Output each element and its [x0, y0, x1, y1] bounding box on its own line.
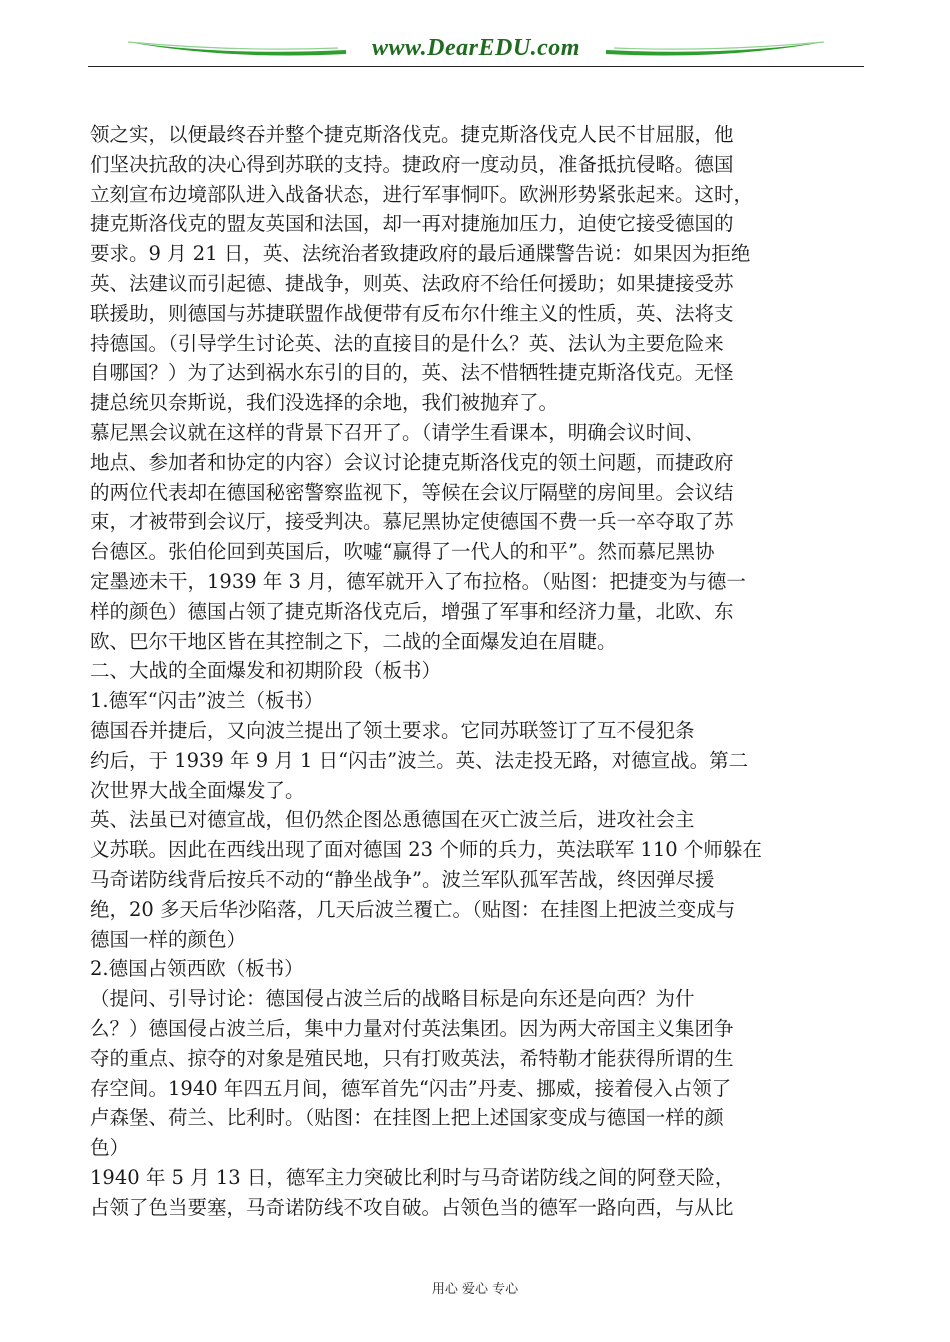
body-line: 自哪国？）为了达到祸水东引的目的，英、法不惜牺牲捷克斯洛伐克。无怪: [90, 361, 734, 385]
body-line: 英、法建议而引起德、捷战争，则英、法政府不给任何援助；如果捷接受苏: [90, 271, 734, 295]
body-line: 联援助，则德国与苏捷联盟作战便带有反布尔什维主义的性质，英、法将支: [90, 301, 734, 325]
body-line: （提问、引导讨论：德国侵占波兰后的战略目标是向东还是向西？为什: [90, 987, 695, 1011]
body-line: 德国吞并捷后，又向波兰提出了领土要求。它同苏联签订了互不侵犯条: [90, 718, 695, 742]
body-line: 地点、参加者和协定的内容）会议讨论捷克斯洛伐克的领土问题，而捷政府: [90, 450, 734, 474]
body-line: 要求。9 月 21 日，英、法统治者致捷政府的最后通牒警告说：如果因为拒绝: [90, 242, 751, 266]
body-line: 1.德军“闪击”波兰（板书）: [90, 689, 324, 713]
article-body: [90, 120, 850, 1222]
body-line: 1940 年 5 月 13 日，德军主力突破比利时与马奇诺防线之间的阿登天险，: [90, 1165, 735, 1189]
body-line: 次世界大战全面爆发了。: [90, 778, 305, 802]
body-line: 夺的重点、掠夺的对象是殖民地，只有打败英法，希特勒才能获得所谓的生: [90, 1046, 734, 1070]
body-line: 英、法虽已对德宣战，但仍然企图怂恿德国在灭亡波兰后，进攻社会主: [90, 808, 695, 832]
body-line: 二、大战的全面爆发和初期阶段（板书）: [90, 659, 442, 683]
body-line: 台德区。张伯伦回到英国后，吹嘘“赢得了一代人的和平”。然而慕尼黑协: [90, 540, 715, 564]
body-line: 约后，于 1939 年 9 月 1 日“闪击”波兰。英、法走投无路，对德宣战。第二: [90, 748, 749, 772]
page-footer-motto: 用心 爱心 专心: [431, 1282, 519, 1297]
body-line: 样的颜色）德国占领了捷克斯洛伐克后，增强了军事和经济力量，北欧、东: [90, 599, 734, 623]
body-line: 马奇诺防线背后按兵不动的“静坐战争”。波兰军队孤军苦战，终因弹尽援: [90, 867, 715, 891]
header-divider: [88, 66, 864, 67]
body-line: 捷总统贝奈斯说，我们没选择的余地，我们被抛弃了。: [90, 391, 559, 415]
body-line: 们坚决抗敌的决心得到苏联的支持。捷政府一度动员，准备抵抗侵略。德国: [90, 152, 734, 176]
body-line: 色）: [90, 1136, 130, 1160]
body-line: 慕尼黑会议就在这样的背景下召开了。（请学生看课本，明确会议时间、: [90, 420, 705, 444]
body-line: 持德国。（引导学生讨论英、法的直接目的是什么？英、法认为主要危险来: [90, 331, 724, 355]
body-line: 捷克斯洛伐克的盟友英国和法国，却一再对捷施加压力，迫使它接受德国的: [90, 212, 734, 236]
body-line: 立刻宣布边境部队进入战备状态，进行军事恫吓。欧洲形势紧张起来。这时，: [90, 182, 754, 206]
body-line: 占领了色当要塞，马奇诺防线不攻自破。占领色当的德军一路向西，与从比: [90, 1195, 734, 1219]
body-line: 存空间。1940 年四五月间，德军首先“闪击”丹麦、挪威，接着侵入占领了: [90, 1076, 732, 1100]
body-line: 领之实，以便最终吞并整个捷克斯洛伐克。捷克斯洛伐克人民不甘屈服，他: [90, 123, 734, 146]
page-header: [88, 30, 864, 70]
body-line: 束，才被带到会议厅，接受判决。慕尼黑协定使德国不费一兵一卒夺取了苏: [90, 510, 734, 534]
body-line: 么？）德国侵占波兰后，集中力量对付英法集团。因为两大帝国主义集团争: [90, 1016, 734, 1040]
body-line: 的两位代表却在德国秘密警察监视下，等候在会议厅隔壁的房间里。会议结: [90, 480, 734, 504]
body-line: 义苏联。因此在西线出现了面对德国 23 个师的兵力，英法联军 110 个师躲在: [90, 838, 762, 862]
body-line: 定墨迹未干，1939 年 3 月，德军就开入了布拉格。（贴图：把捷变为与德一: [90, 569, 746, 593]
body-line: 绝，20 多天后华沙陷落，几天后波兰覆亡。（贴图：在挂图上把波兰变成与: [90, 897, 736, 921]
body-line: 欧、巴尔干地区皆在其控制之下，二战的全面爆发迫在眉睫。: [90, 629, 617, 653]
body-line: 卢森堡、荷兰、比利时。（贴图：在挂图上把上述国家变成与德国一样的颜: [90, 1106, 724, 1130]
body-line: 2.德国占领西欧（板书）: [90, 957, 304, 981]
body-line: 德国一样的颜色）: [90, 927, 247, 951]
site-url: www.DearEDU.com: [372, 35, 580, 61]
